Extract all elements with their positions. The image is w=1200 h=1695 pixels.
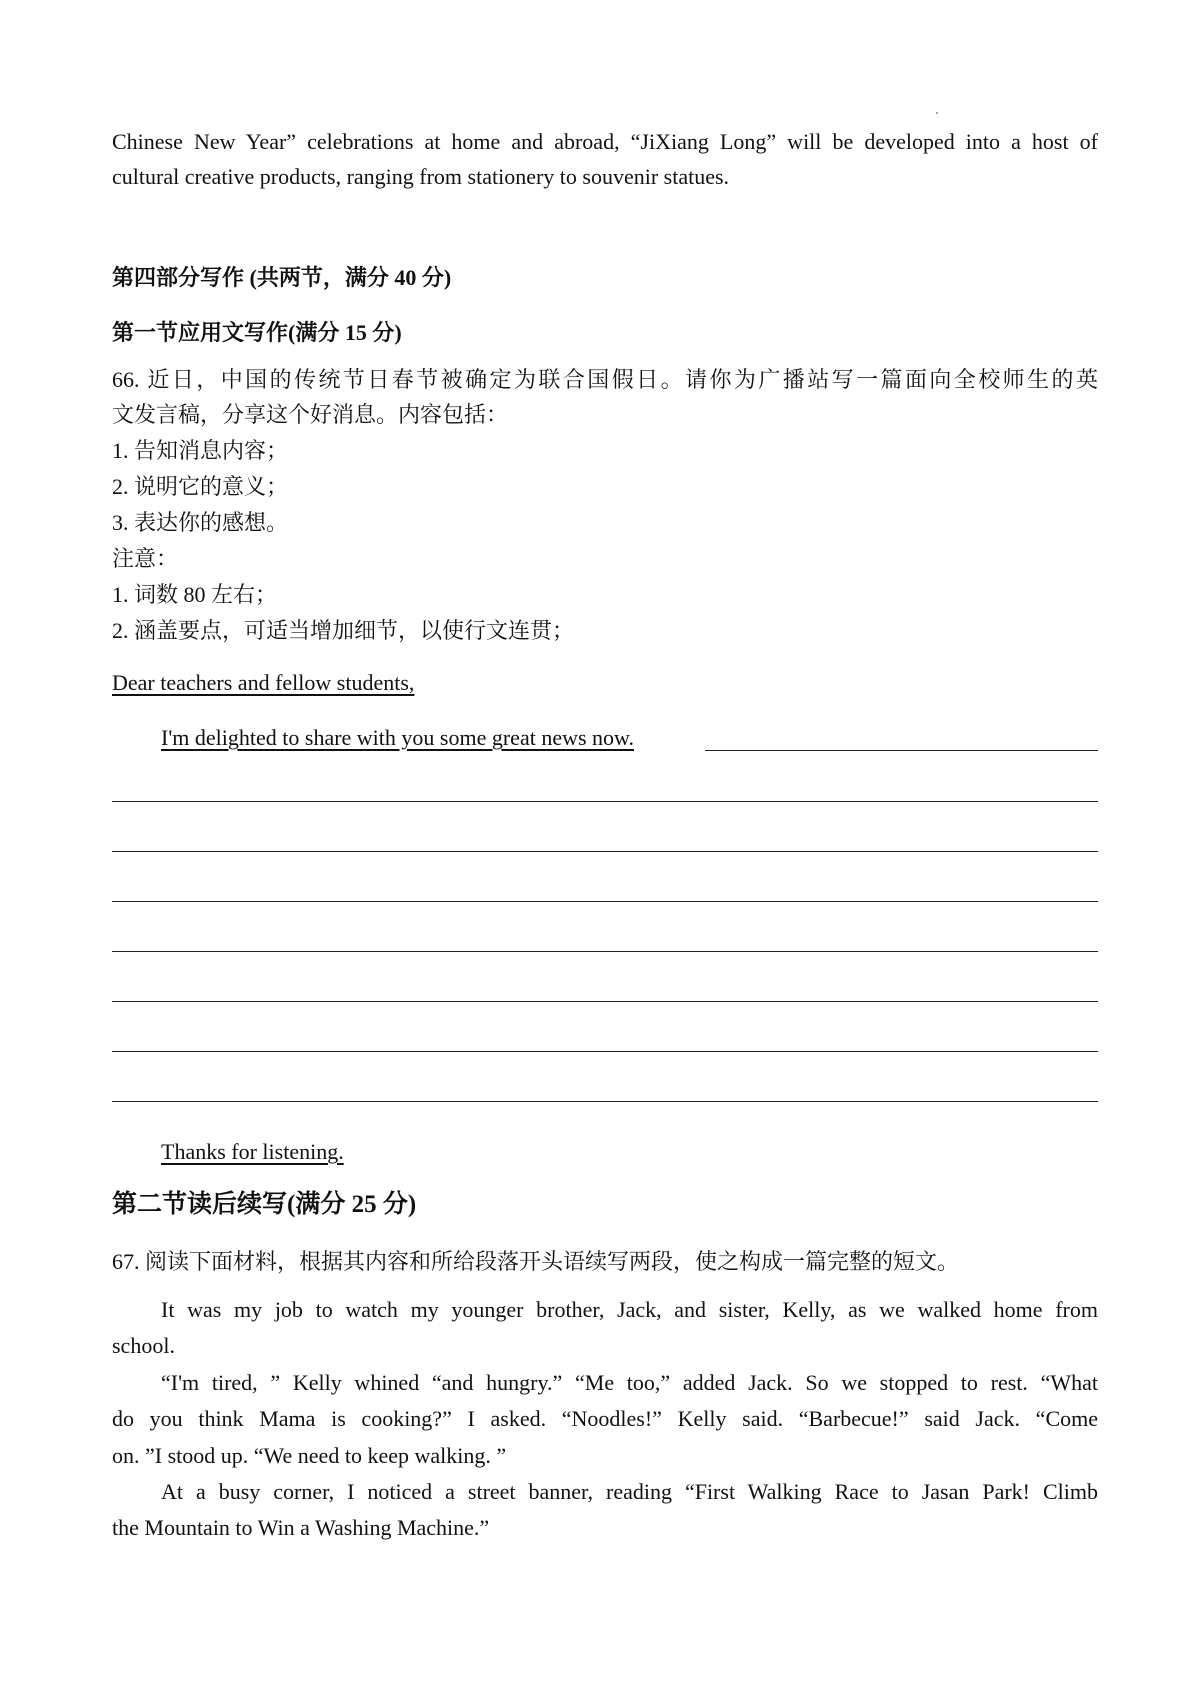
answer-line-5[interactable] xyxy=(112,1001,1098,1002)
content-point-2: 2. 说明它的意义； xyxy=(112,474,289,499)
story-p3-line-2: the Mountain to Win a Washing Machine.” xyxy=(112,1515,490,1540)
story-p2-line-1: “I'm tired, ” Kelly whined “and hungry.” “Me too,” added Jack. So we stopped to rest. “What xyxy=(161,1370,1098,1395)
story-p3-line-1: At a busy corner, I noticed a street banner, reading “First Walking Race to Jasan Park! Climb xyxy=(161,1479,1098,1504)
section2-prompt: 67. 阅读下面材料，根据其内容和所给段落开头语续写两段，使之构成一篇完整的短文。 xyxy=(112,1249,960,1274)
story-p2-line-3: on. ”I stood up. “We need to keep walking. ” xyxy=(112,1443,507,1468)
salutation-line xyxy=(112,668,1098,698)
answer-line-3[interactable] xyxy=(112,901,1098,902)
answer-line-7[interactable] xyxy=(112,1101,1098,1102)
closing-sentence: Thanks for listening. xyxy=(161,1139,344,1164)
answer-line-2[interactable] xyxy=(112,851,1098,852)
story-p2-line-2: do you think Mama is cooking?” I asked. “Noodles!” Kelly said. “Barbecue!” said Jack. “Come xyxy=(112,1406,1098,1431)
answer-line-0[interactable] xyxy=(705,750,1098,751)
notes-label: 注意： xyxy=(112,546,179,571)
answer-line-6[interactable] xyxy=(112,1051,1098,1052)
opening-line xyxy=(161,723,1098,753)
section1-heading: 第一节应用文写作(满分 15 分) xyxy=(112,320,402,345)
salutation: Dear teachers and fellow students, xyxy=(112,670,415,695)
intro-line-2: cultural creative products, ranging from stationery to souvenir statues. xyxy=(112,164,730,189)
content-point-3: 3. 表达你的感想。 xyxy=(112,510,289,535)
content-point-1: 1. 告知消息内容； xyxy=(112,438,289,463)
answer-line-1[interactable] xyxy=(112,801,1098,802)
section2-heading: 第二节读后续写(满分 25 分) xyxy=(112,1191,417,1218)
answer-line-4[interactable] xyxy=(112,951,1098,952)
intro-line-1: Chinese New Year” celebrations at home and abroad, “JiXiang Long” will be developed into a host of xyxy=(112,129,1098,154)
part4-heading: 第四部分写作 (共两节，满分 40 分) xyxy=(112,265,452,290)
note-2: 2. 涵盖要点，可适当增加细节，以使行文连贯； xyxy=(112,618,575,643)
section1-prompt-line-1: 66. 近日，中国的传统节日春节被确定为联合国假日。请你为广播站写一篇面向全校师生的英 xyxy=(112,367,1098,392)
story-p1-line-1: It was my job to watch my younger brother, Jack, and sister, Kelly, as we walked home from xyxy=(161,1297,1098,1322)
scan-speck xyxy=(936,112,938,114)
story-p1-line-2: school. xyxy=(112,1333,175,1358)
closing-line xyxy=(161,1137,1098,1167)
section1-prompt-line-2: 文发言稿，分享这个好消息。内容包括： xyxy=(112,402,509,427)
opening-sentence: I'm delighted to share with you some great news now. xyxy=(161,725,634,750)
note-1: 1. 词数 80 左右； xyxy=(112,582,278,607)
